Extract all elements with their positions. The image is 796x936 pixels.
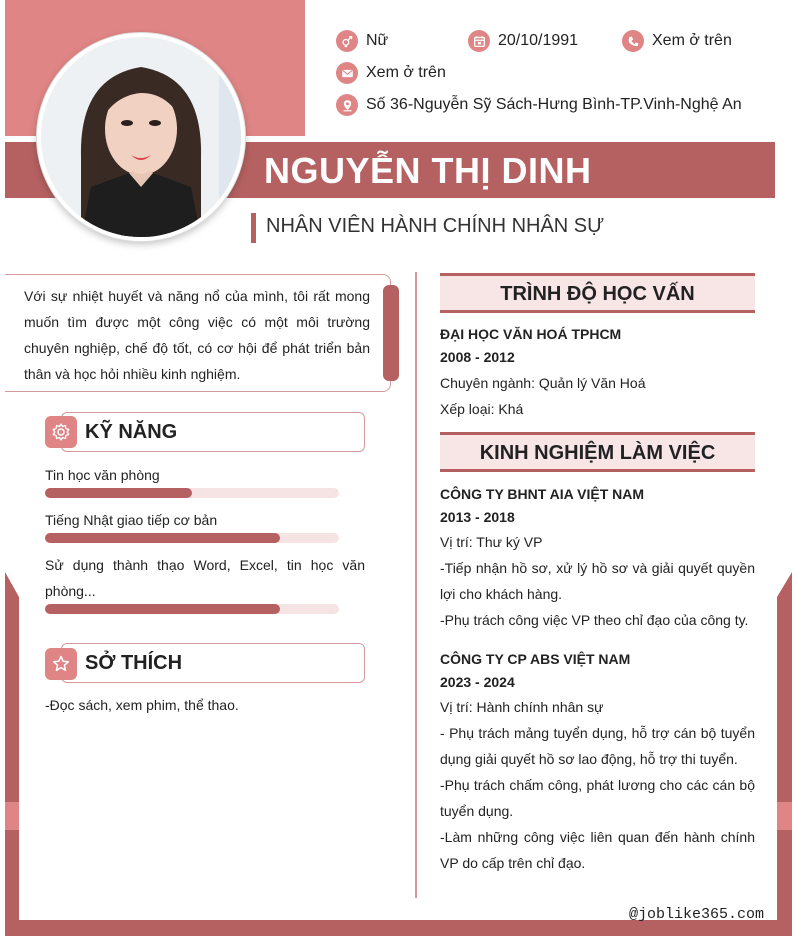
job-company: CÔNG TY CP ABS VIỆT NAM (440, 651, 631, 667)
calendar-icon (468, 30, 490, 52)
skills-title: KỸ NĂNG (85, 421, 178, 443)
watermark: @joblike365.com (628, 906, 764, 923)
job-title: NHÂN VIÊN HÀNH CHÍNH NHÂN SỰ (266, 215, 605, 237)
skill-bar-fill (45, 488, 192, 498)
birthday-value: 20/10/1991 (498, 32, 579, 49)
job-duties: - Phụ trách mảng tuyển dụng, hỗ trợ cán bộ tuyển dụng giải quyết hồ sơ lao động, hỗ trợ thi tuyển. -Phụ trách chấm công, phát lương cho các cán bộ tuyển dụng. -Làm những công việc liên quan đến hành chính VP do cấp trên chỉ đạo. (440, 725, 755, 871)
avatar (37, 33, 245, 241)
education-title: TRÌNH ĐỘ HỌC VẤN (500, 283, 695, 305)
gear-icon (45, 416, 77, 448)
education-rank: Xếp loại: Khá (440, 401, 524, 417)
education-major: Chuyên ngành: Quản lý Văn Hoá (440, 375, 646, 391)
phone-icon (622, 30, 644, 52)
column-divider (415, 272, 417, 898)
skill-bar-track (45, 488, 339, 498)
job-position: Vị trí: Hành chính nhân sự (440, 699, 604, 715)
job-position: Vị trí: Thư ký VP (440, 534, 543, 550)
skill-bar-track (45, 604, 339, 614)
hobbies-text: -Đọc sách, xem phim, thể thao. (45, 697, 239, 713)
location-pin-icon (336, 94, 358, 116)
skill-bar-track (45, 533, 339, 543)
contact-address (336, 94, 742, 116)
phone-value: Xem ở trên (652, 32, 732, 49)
skill-bar-fill (45, 604, 280, 614)
gender-icon (336, 30, 358, 52)
right-side-decoration (777, 572, 792, 936)
skill-label: Tiếng Nhật giao tiếp cơ bản (45, 512, 218, 528)
left-side-decoration (5, 572, 19, 936)
experience-title: KINH NGHIỆM LÀM VIỆC (479, 442, 716, 464)
hobbies-title: SỞ THÍCH (85, 652, 183, 674)
email-icon (336, 62, 358, 84)
experience-heading (440, 432, 755, 472)
job-period: 2023 - 2024 (440, 674, 515, 690)
skill-label: Sử dụng thành thạo Word, Excel, tin học văn phòng... (45, 557, 365, 599)
skill-bar-fill (45, 533, 280, 543)
skill-label: Tin học văn phòng (45, 467, 160, 483)
job-title-accent (251, 213, 256, 243)
contact-birthday (468, 30, 578, 52)
address-value: Số 36-Nguyễn Sỹ Sách-Hưng Bình-TP.Vinh-Nghệ An (366, 96, 742, 113)
candidate-name: NGUYỄN THỊ DINH (264, 150, 592, 191)
contact-phone (622, 30, 732, 52)
contact-email (336, 62, 446, 84)
objective-tab-decoration (383, 285, 399, 381)
star-icon (45, 648, 77, 680)
gender-value: Nữ (366, 32, 389, 49)
education-period: 2008 - 2012 (440, 349, 515, 365)
objective-text: Với sự nhiệt huyết và năng nổ của mình, tôi rất mong muốn tìm được một công việc có một môi trường chuyên nghiệp, chế độ tốt, có cơ hội để phát triển bản thân và học hỏi nhiều kinh nghiệm. (24, 288, 370, 382)
job-period: 2013 - 2018 (440, 509, 515, 525)
education-school: ĐẠI HỌC VĂN HOÁ TPHCM (440, 326, 622, 342)
email-value: Xem ở trên (366, 64, 446, 81)
job-company: CÔNG TY BHNT AIA VIỆT NAM (440, 486, 645, 502)
job-duties: -Tiếp nhận hồ sơ, xử lý hồ sơ và giải quyết quyền lợi cho khách hàng. -Phụ trách công việc VP theo chỉ đạo của công ty. (440, 560, 755, 628)
contact-gender (336, 30, 388, 52)
education-heading (440, 273, 755, 313)
